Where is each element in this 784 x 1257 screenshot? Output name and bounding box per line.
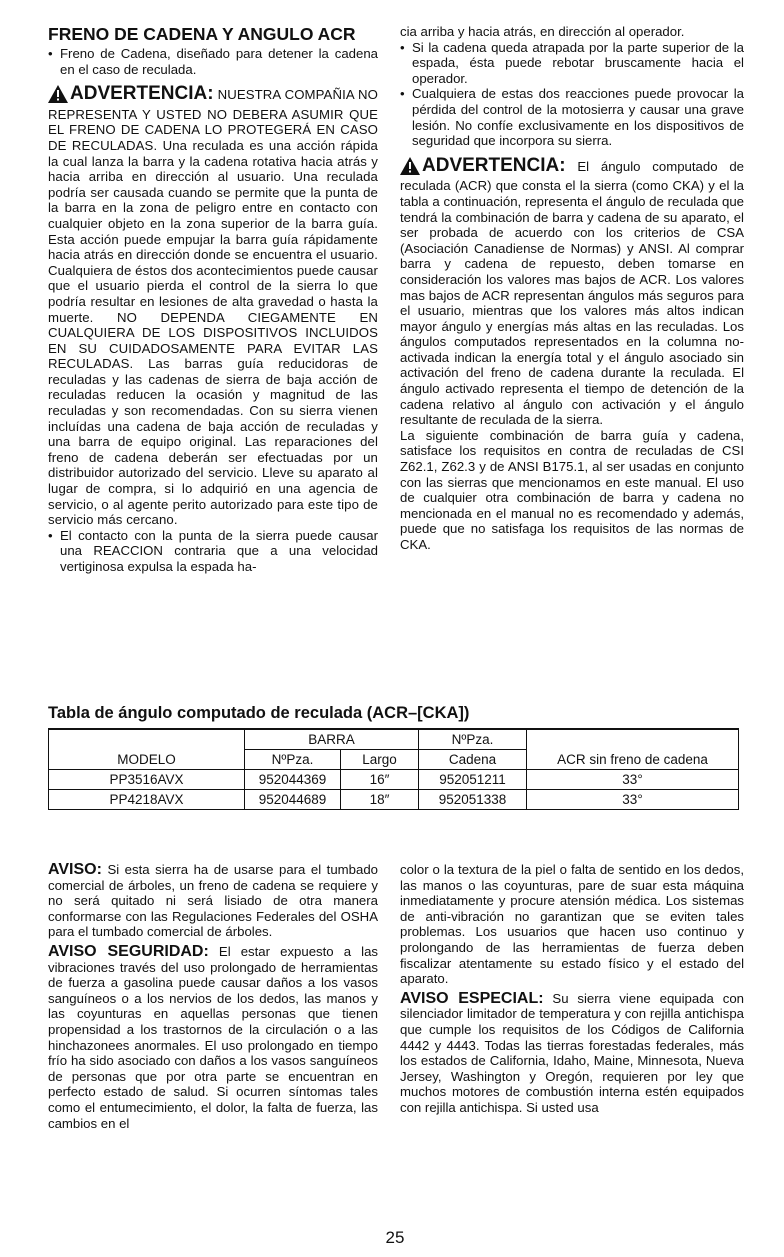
continued-text: cia arriba y hacia atrás, en dirección al operador. — [400, 24, 685, 39]
cell-bar-pza: 952044369 — [245, 770, 341, 790]
lower-right-column — [400, 862, 744, 1116]
warning-triangle-icon — [48, 85, 68, 107]
header-acr: ACR sin freno de cadena — [527, 729, 739, 770]
bullet-loss-of-control: • Cualquiera de estas dos reacciones puede provocar la pérdida del control de la motosierra y causar una grave lesión. No confíe exclusivamente en los dispositivos de seguridad que incorpora su sierra. — [400, 86, 744, 148]
warning-paragraph-1 — [48, 85, 378, 528]
acr-table — [48, 728, 739, 810]
continued-text: color o la textura de la piel o falta de sentido en los dedos, las manos o las coyunturas, pare de suar esta máquina inmediatamente y procure atensión médica. Los sistemas de anti-vibración no garantizan que se eviten tales problemas. Los usuarios que hacen uso continuo y prolongando de las herramientas de fuerza deben fiscalizar atentamente su estado físico y el estado del aparato. — [400, 862, 744, 987]
header-barra: BARRA — [245, 729, 419, 750]
cell-largo: 18″ — [341, 790, 419, 810]
table-title: Tabla de ángulo computado de reculada (ACR–[CKA]) — [48, 704, 470, 722]
lower-left-column — [48, 862, 378, 1131]
aviso-seguridad-label: AVISO SEGURIDAD: — [48, 942, 209, 960]
cell-bar-pza: 952044689 — [245, 790, 341, 810]
cell-acr: 33° — [527, 770, 739, 790]
header-barra-pza: NºPza. — [245, 750, 341, 770]
cell-modelo: PP4218AVX — [49, 790, 245, 810]
aviso-paragraph — [48, 862, 378, 940]
table-row — [49, 790, 739, 810]
aviso-especial-text: Su sierra viene equipada con silenciador limitador de temperatura y con rejilla antichispa que cumple los requisitos de los Códigos de California 4442 y 4443. Todas las tierras forestadas federales, más los estados de California, Idaho, Maine, Minnesota, Nueva Jersey, Washington y Oregón, requieren por ley que muchos motores de combustión interna estén equipados con rejilla antichispa. Si usted usa — [400, 990, 744, 1115]
aviso-especial-label: AVISO ESPECIAL: — [400, 989, 544, 1007]
cell-modelo: PP3516AVX — [49, 770, 245, 790]
aviso-label: AVISO: — [48, 861, 102, 878]
warning-label: ADVERTENCIA: — [70, 83, 214, 105]
warning-text: NUESTRA COMPAÑIA NO REPRESENTA Y USTED NO DEBERA ASUMIR QUE EL FRENO DE CADENA LO PROTEGERÁ EN CASO DE RECULADAS. Una reculada es una acción rápida la cual lanza la barra y la cadena rotativa hacia atrás y hacia arriba en dirección al usuario. Una reculada podría ser causada cuando se permite que la punta de la barra en la zona de peligro entre en contacto con cualquier objeto en la zona superior de la barra guía. Esta acción puede empujar la barra guía rápidamente hacia atrás en dirección donde se encuentra el usuario. Cualquiera de éstos dos acontecimientos puede causar que el usuario pierda el control de la sierra lo que podría resultar en lesiones de alta gravedad o hasta la muerte. NO DEPENDA CIEGAMENTE EN CUALQUIERA DE LOS DISPOSITIVOS INCLUIDOS EN SU CUIDADOSAMENTE PARA EVITAR LAS RECULADAS. Las barras guía reducidoras de reculadas y las cadenas de sierra de baja acción de reculadas reducen la ocasión y magnitud de las reculadas y son recomendadas. Con su sierra vienen incluídas una cadena de baja acción de reculadas y una barra de equipo original. Las reparaciones del freno de cadena deberán ser efectuadas por un distribuidor autorizado del servicio. Lleve su aparato al lugar de compra, si lo adquirió en una agencia de servicio, o al agente perito autorizado para este tipo de servicio más cercano. — [48, 87, 378, 528]
aviso-especial-paragraph — [400, 991, 744, 1116]
header-largo: Largo — [341, 750, 419, 770]
header-cadena-pza: NºPza. — [419, 729, 527, 750]
table-header-row-1 — [49, 729, 739, 750]
table-row — [49, 770, 739, 790]
section-title: FRENO DE CADENA Y ANGULO ACR — [48, 24, 356, 44]
cell-acr: 33° — [527, 790, 739, 810]
aviso-text: Si esta sierra ha de usarse para el tumbado comercial de árboles, un freno de cadena se requiere y no será quitado ni será lisiado de otra manera conformarse con las Regulaciones Federales del OSHA para el tumbado comercial de árboles. — [48, 862, 378, 940]
page-number: 25 — [385, 1228, 405, 1247]
warning-triangle-icon — [400, 157, 420, 179]
warning-label: ADVERTENCIA: — [422, 154, 566, 176]
combination-paragraph: La siguiente combinación de barra guía y cadena, satisface los requisitos en contra de reculadas de CSI Z62.1, Z62.3 y de ANSI B175.1, al ser usadas en conjunto con las sierras que mencionamos en este manual. El uso de cualquier otra combinación de barra y cadena no mencionada en el manual no es recomendado y además, puede que no satisfaga los requisitos de las normas de CKA. — [400, 427, 744, 552]
cell-cadena-pza: 952051338 — [419, 790, 527, 810]
header-cadena: Cadena — [419, 750, 527, 770]
right-column — [400, 24, 744, 553]
aviso-seguridad-paragraph — [48, 944, 378, 1131]
warning-paragraph-2 — [400, 154, 744, 428]
bullet-chain-pinch: • Si la cadena queda atrapada por la parte superior de la espada, ésta puede rebotar bruscamente hacia el operador. — [400, 40, 744, 87]
cell-largo: 16″ — [341, 770, 419, 790]
bullet-chain-brake: • Freno de Cadena, diseñado para detener la cadena en el caso de reculada. — [48, 46, 378, 77]
warning-text: El ángulo computado de reculada (ACR) que consta el la sierra (como CKA) y el la tabla a continuación, representa el ángulo de reculada que tendrá la combinación de barra y cadena de su aparato, el ser probada de acuerdo con los criterios de CSA (Asociación Canadiense de Normas) y ANSI. Al comprar barra y cadena de repuesto, deben tomarse en consideración los valores mas bajos de ACR. Los valores mas bajos de ACR representan ángulos más seguros para el usuario, mientras que los valores más altos indican mayor ángulo y energías más altas en las reculadas. Los ángulos computados representados en la columna no-activada indican la energía total y el ángulo asociado sin activación del freno de cadena durante la reculada. El ángulo activado representa el tiempo de detención de la cadena relativo al ángulo con activación y el ángulo resultante de reculada de la sierra. — [400, 158, 744, 428]
header-modelo: MODELO — [49, 729, 245, 770]
bullet-tip-contact: • El contacto con la punta de la sierra puede causar una REACCION contraria que a una velocidad vertiginosa expulsa la espada ha- — [48, 528, 378, 575]
aviso-seguridad-text: El estar expuesto a las vibraciones través del uso prolongado de herramientas de fuerza a gasolina puede causar daños a los vasos sanguíneos o a los nervios de los dedos, las manos y las coyunturas en aquellas personas que tienen propensidad a los trastornos de la circulación o a las hinchazonees anormales. El uso prolongado en tiempo frío ha sido asociado con daños a los vasos sanguíneos de personas que por otra parte se encuentran en perfecto estado de salud. Si ocurren síntomas tales como el entumecimiento, el dolor, la falta de fuerza, las cambios en el — [48, 943, 378, 1131]
left-column — [48, 24, 378, 575]
cell-cadena-pza: 952051211 — [419, 770, 527, 790]
